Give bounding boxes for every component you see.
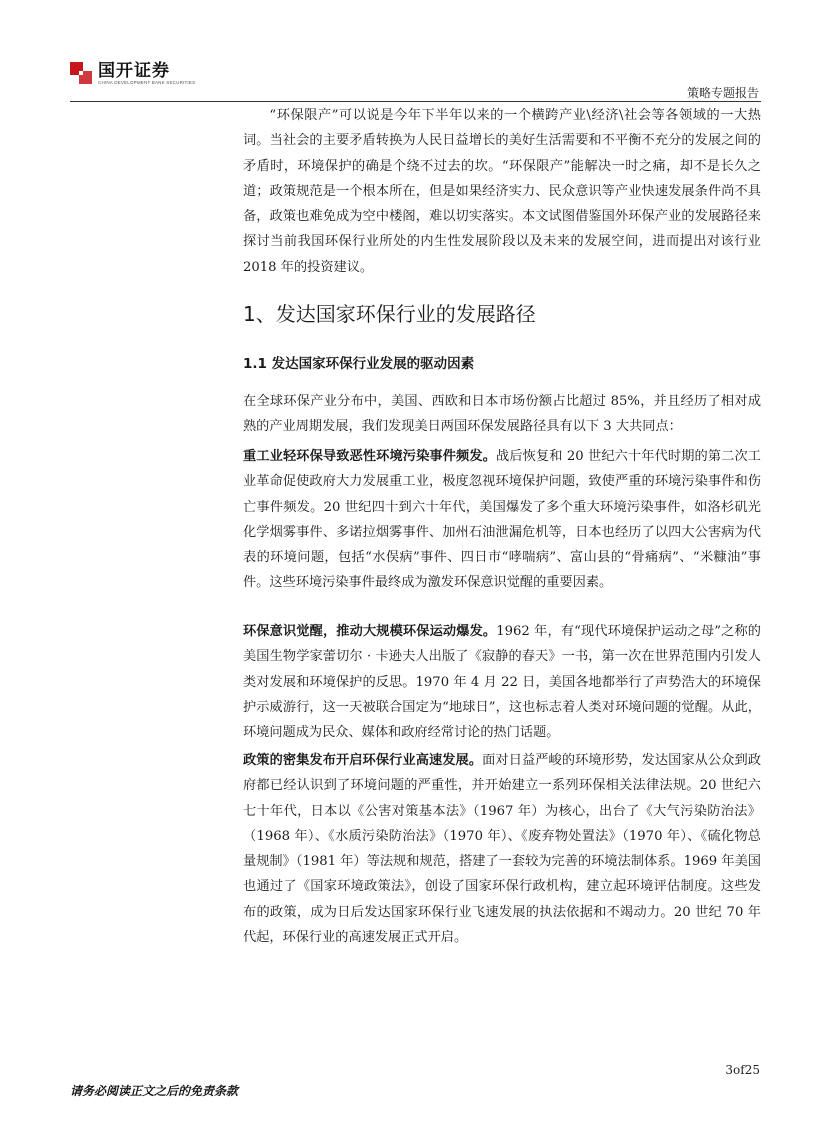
page-number: 3of25 [725, 1063, 760, 1077]
report-type: 策略专题报告 [686, 86, 759, 100]
point-1-lead: 重工业轻环保导致恶性环境污染事件频发。 [243, 449, 497, 464]
point-1 [243, 444, 761, 596]
logo-english-name: CHINA DEVELOPMENT BANK SECURITIES [98, 79, 196, 85]
logo-name: 国开证券 [98, 60, 170, 81]
point-3-text: 面对日益严峻的环境形势，发达国家从公众到政府都已经认识到了环境问题的严重性，并开始建立一系列环保相关法律法规。20 世纪六七十年代，日本以《公害对策基本法》（1967 年）为核心，出台了《大气污染防治法》（1968 年）、《水质污染防治法》（1970 年）、《废弃物处置法》（1970 年）、《硫化物总量规制》（1981 年）等法规和规范，搭建了一套较为完善的环境法制体系。1969 年美国也通过了《国家环境政策法》，创设了国家环保行政机构，建立起环境评估制度。这些发布的政策，成为日后发达国家环保行业飞速发展的执法依据和不竭动力。20 世纪 70 年代起，环保行业的高速发展正式开启。 [243, 753, 762, 946]
intro-paragraph: “环保限产”可以说是今年下半年以来的一个横跨产业\经济\社会等各领域的一大热词。当社会的主要矛盾转换为人民日益增长的美好生活需要和不平衡不充分的发展之间的矛盾时，环境保护的确是个绕不过去的坎。“环保限产”能解决一时之痛，却不是长久之道；政策规范是一个根本所在，但是如果经济实力、民众意识等产业快速发展条件尚不具备，政策也难免成为空中楼阁，难以切实落实。本文试图借鉴国外环保产业的发展路径来探讨当前我国环保行业所处的内生性发展阶段以及未来的发展空间，进而提出对该行业 2018 年的投资建议。 [243, 108, 761, 275]
point-3 [243, 748, 761, 950]
point-2-text: 1962 年，有“现代环境保护运动之母”之称的美国生物学家蕾切尔 · 卡逊夫人出版了《寂静的春天》一书，第一次在世界范围内引发人类对发展和环境保护的反思。1970 年 4 月 22 日，美国各地都举行了声势浩大的环境保护示威游行，这一天被联合国定为“地球日”，这也标志着人类对环境问题的觉醒。从此，环境问题成为民众、媒体和政府经常讨论的热门话题。 [243, 624, 761, 741]
logo-mark-icon [70, 62, 92, 84]
point-1-text: 战后恢复和 20 世纪六十年代时期的第二次工业革命促使政府大力发展重工业，极度忽视环境保护问题，致使严重的环境污染事件和伤亡事件频发。20 世纪四十到六十年代，美国爆发了多个重大环境污染事件，如洛杉矶光化学烟雾事件、多诺拉烟雾事件、加州石油泄漏危机等，日本也经历了以四大公害病为代表的环境问题，包括“水俣病”事件、四日市“哮喘病”、富山县的“骨痛病”、“米糠油”事件。这些环境污染事件最终成为激发环保意识觉醒的重要因素。 [243, 449, 761, 591]
point-2-lead: 环保意识觉醒，推动大规模环保运动爆发。 [243, 624, 497, 639]
opening-block [243, 389, 761, 440]
point-2 [243, 619, 761, 745]
company-logo [70, 62, 195, 84]
section-title: 1、发达国家环保行业的发展路径 [243, 302, 536, 326]
subsection-title: 1.1 发达国家环保行业发展的驱动因素 [243, 356, 475, 372]
disclaimer-note: 请务必阅读正文之后的免责条款 [70, 1084, 239, 1098]
header-divider [70, 101, 761, 102]
intro-block [243, 103, 761, 280]
point-3-lead: 政策的密集发布开启环保行业高速发展。 [243, 753, 483, 768]
opening-paragraph: 在全球环保产业分布中，美国、西欧和日本市场份额占比超过 85%，并且经历了相对成熟的产业周期发展，我们发现美日两国环保发展路径具有以下 3 大共同点： [243, 394, 761, 435]
